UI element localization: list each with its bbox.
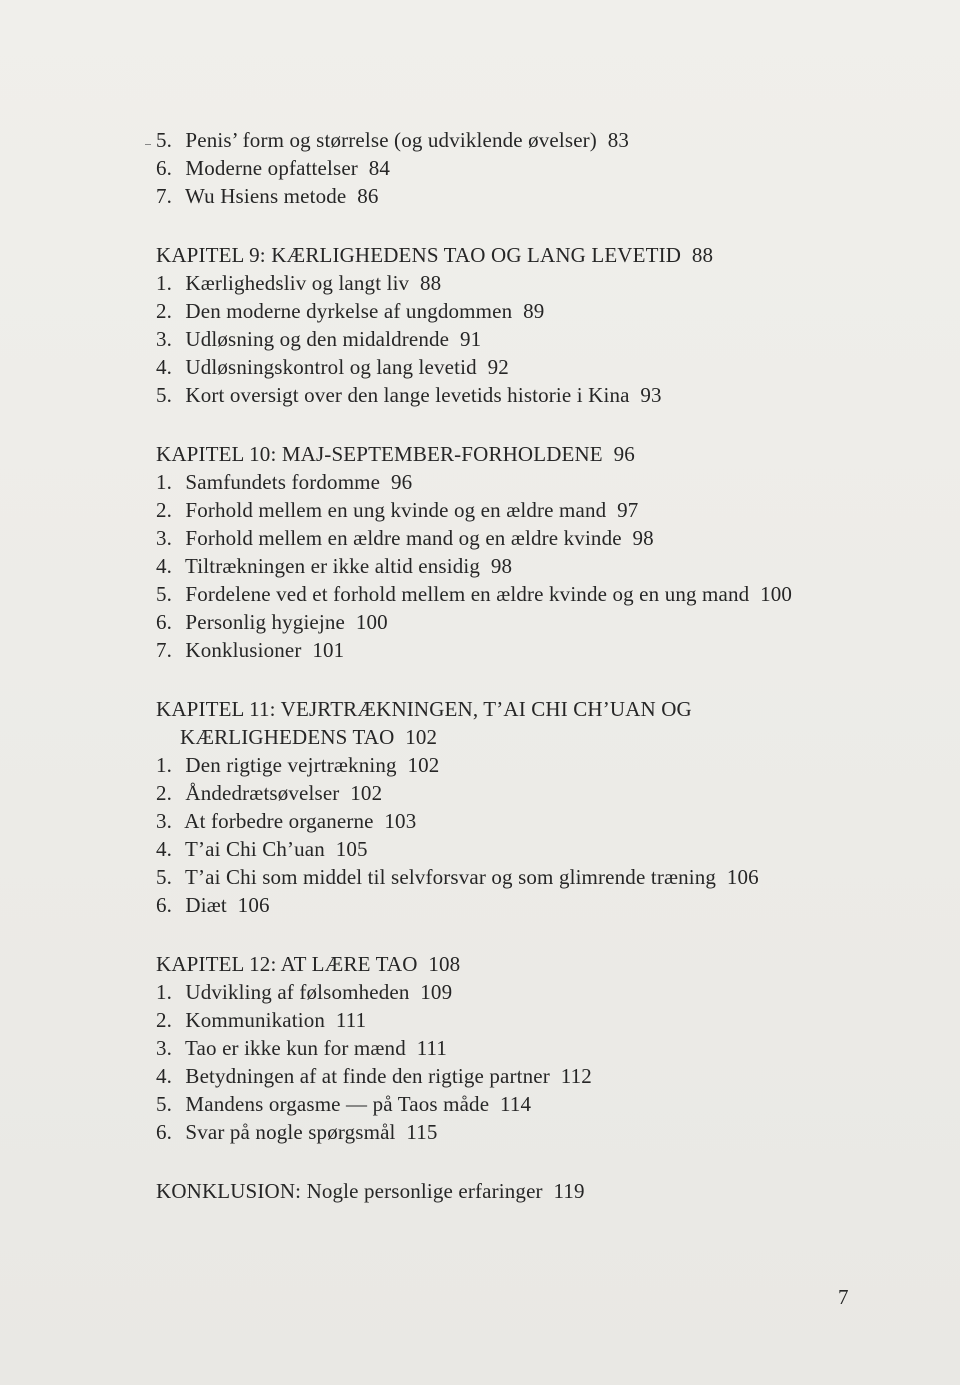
conclusion-page: 119 [553, 1179, 585, 1203]
chapter-heading [156, 440, 876, 468]
toc-entry [156, 636, 876, 664]
entry-title: Fordelene ved et forhold mellem en ældre kvinde og en ung mand [185, 582, 750, 606]
entry-page: 106 [726, 865, 759, 889]
entry-number: 1. [156, 271, 173, 295]
entry-number: 6. [156, 1120, 173, 1144]
entry-title: Udvikling af følsomheden [185, 980, 410, 1004]
entry-page: 98 [632, 526, 654, 550]
entry-number: 6. [156, 156, 173, 180]
conclusion-label: KONKLUSION: [156, 1179, 302, 1203]
entry-number: 7. [156, 638, 173, 662]
page-number: 7 [838, 1285, 849, 1309]
toc-entry [156, 524, 876, 552]
entry-title: T’ai Chi som middel til selvforsvar og som glimrende træning [185, 865, 717, 889]
entry-page: 97 [617, 498, 639, 522]
entry-number: 6. [156, 610, 173, 634]
toc-entry [156, 1118, 876, 1146]
entry-number: 5. [156, 865, 173, 889]
entry-title: Udløsningskontrol og lang levetid [185, 355, 477, 379]
toc-entry [156, 496, 876, 524]
entry-title: Kort oversigt over den lange levetids historie i Kina [185, 383, 630, 407]
entry-page: 103 [384, 809, 417, 833]
chapter-heading [156, 950, 876, 978]
entry-number: 4. [156, 1064, 173, 1088]
entry-page: 112 [560, 1064, 592, 1088]
entry-number: 3. [156, 327, 173, 351]
toc-entry [156, 552, 876, 580]
entry-number: 7. [156, 184, 173, 208]
toc-entry [156, 126, 876, 154]
entry-page: 114 [500, 1092, 532, 1116]
entry-title: Forhold mellem en ung kvinde og en ældre mand [185, 498, 607, 522]
toc-entry [156, 807, 876, 835]
toc-entry [156, 891, 876, 919]
entry-title: Tao er ikke kun for mænd [185, 1036, 406, 1060]
entry-title: Mandens orgasme — på Taos måde [185, 1092, 490, 1116]
entry-page: 111 [335, 1008, 367, 1032]
conclusion-heading [156, 1177, 876, 1205]
entry-number: 2. [156, 498, 173, 522]
chapter-heading-continued [156, 723, 876, 751]
toc-entry [156, 1090, 876, 1118]
chapter-title: KAPITEL 9: KÆRLIGHEDENS TAO OG LANG LEVETID [156, 243, 682, 267]
entry-page: 100 [760, 582, 793, 606]
toc-entry [156, 863, 876, 891]
entry-title: Penis’ form og størrelse (og udviklende øvelser) [185, 128, 597, 152]
entry-page: 100 [355, 610, 388, 634]
entry-title: Forhold mellem en ældre mand og en ældre kvinde [185, 526, 622, 550]
entry-page: 83 [607, 128, 630, 152]
entry-page: 89 [523, 299, 545, 323]
entry-title: Moderne opfattelser [185, 156, 358, 180]
entry-number: 2. [156, 1008, 173, 1032]
entry-title: Svar på nogle spørgsmål [185, 1120, 396, 1144]
entry-page: 111 [416, 1036, 448, 1060]
entry-number: 4. [156, 355, 173, 379]
entry-number: 1. [156, 980, 173, 1004]
entry-title: Åndedrætsøvelser [185, 781, 340, 805]
entry-title: Udløsning og den midaldrende [185, 327, 450, 351]
chapter-title: KÆRLIGHEDENS TAO [180, 725, 395, 749]
entry-title: Den moderne dyrkelse af ungdommen [185, 299, 513, 323]
entry-page: 105 [335, 837, 368, 861]
entry-page: 91 [459, 327, 482, 351]
entry-page: 115 [406, 1120, 438, 1144]
entry-page: 109 [420, 980, 453, 1004]
entry-title: Kommunikation [185, 1008, 326, 1032]
toc-entry [156, 1006, 876, 1034]
chapter-page: 96 [613, 442, 635, 466]
toc-entry [156, 1034, 876, 1062]
chapter-heading [156, 695, 876, 723]
entry-number: 2. [156, 781, 173, 805]
chapter-page: 88 [691, 243, 714, 267]
entry-title: Kærlighedsliv og langt liv [185, 271, 410, 295]
chapter-title: KAPITEL 12: AT LÆRE TAO [156, 952, 418, 976]
toc-entry [156, 182, 876, 210]
toc-entry [156, 297, 876, 325]
toc-entry [156, 779, 876, 807]
entry-title: Tiltrækningen er ikke altid ensidig [185, 554, 480, 578]
chapter-title: KAPITEL 10: MAJ-SEPTEMBER-FORHOLDENE [156, 442, 603, 466]
toc-entry [156, 608, 876, 636]
entry-page: 92 [487, 355, 509, 379]
conclusion-title: Nogle personlige erfaringer [306, 1179, 543, 1203]
chapter-page: 102 [405, 725, 438, 749]
entry-title: Konklusioner [185, 638, 302, 662]
toc-entry [156, 154, 876, 182]
toc-entry [156, 468, 876, 496]
entry-page: 86 [357, 184, 379, 208]
entry-title: Betydningen af at finde den rigtige partner [185, 1064, 550, 1088]
toc-entry [156, 353, 876, 381]
entry-number: 3. [156, 526, 173, 550]
entry-page: 88 [420, 271, 442, 295]
entry-number: 4. [156, 837, 173, 861]
toc-entry [156, 1062, 876, 1090]
entry-page: 93 [640, 383, 662, 407]
entry-number: 5. [156, 383, 173, 407]
entry-page: 102 [350, 781, 383, 805]
entry-title: Diæt [185, 893, 227, 917]
entry-number: 5. [156, 128, 173, 152]
toc-entry [156, 381, 876, 409]
entry-number: 3. [156, 809, 173, 833]
entry-number: 4. [156, 554, 173, 578]
entry-number: 1. [156, 470, 173, 494]
table-of-contents [156, 126, 876, 1205]
entry-page: 84 [368, 156, 391, 180]
toc-entry [156, 835, 876, 863]
entry-number: 5. [156, 582, 173, 606]
toc-entry [156, 325, 876, 353]
toc-entry [156, 978, 876, 1006]
entry-title: Den rigtige vejrtrækning [185, 753, 397, 777]
entry-title: Personlig hygiejne [185, 610, 346, 634]
chapter-title: KAPITEL 11: VEJRTRÆKNINGEN, T’AI CHI CH’UAN OG [156, 697, 692, 721]
toc-entry [156, 269, 876, 297]
toc-entry [156, 580, 876, 608]
entry-page: 96 [390, 470, 413, 494]
entry-number: 3. [156, 1036, 173, 1060]
entry-number: 1. [156, 753, 173, 777]
toc-entry [156, 751, 876, 779]
entry-title: At forbedre organerne [184, 809, 374, 833]
entry-number: 5. [156, 1092, 173, 1116]
entry-title: Wu Hsiens metode [185, 184, 347, 208]
entry-title: T’ai Chi Ch’uan [185, 837, 325, 861]
entry-page: 106 [237, 893, 270, 917]
entry-page: 101 [312, 638, 345, 662]
entry-number: 6. [156, 893, 173, 917]
stray-mark [145, 144, 151, 145]
entry-title: Samfundets fordomme [185, 470, 381, 494]
entry-number: 2. [156, 299, 173, 323]
chapter-page: 108 [428, 952, 461, 976]
entry-page: 98 [490, 554, 513, 578]
chapter-heading [156, 241, 876, 269]
entry-page: 102 [407, 753, 440, 777]
